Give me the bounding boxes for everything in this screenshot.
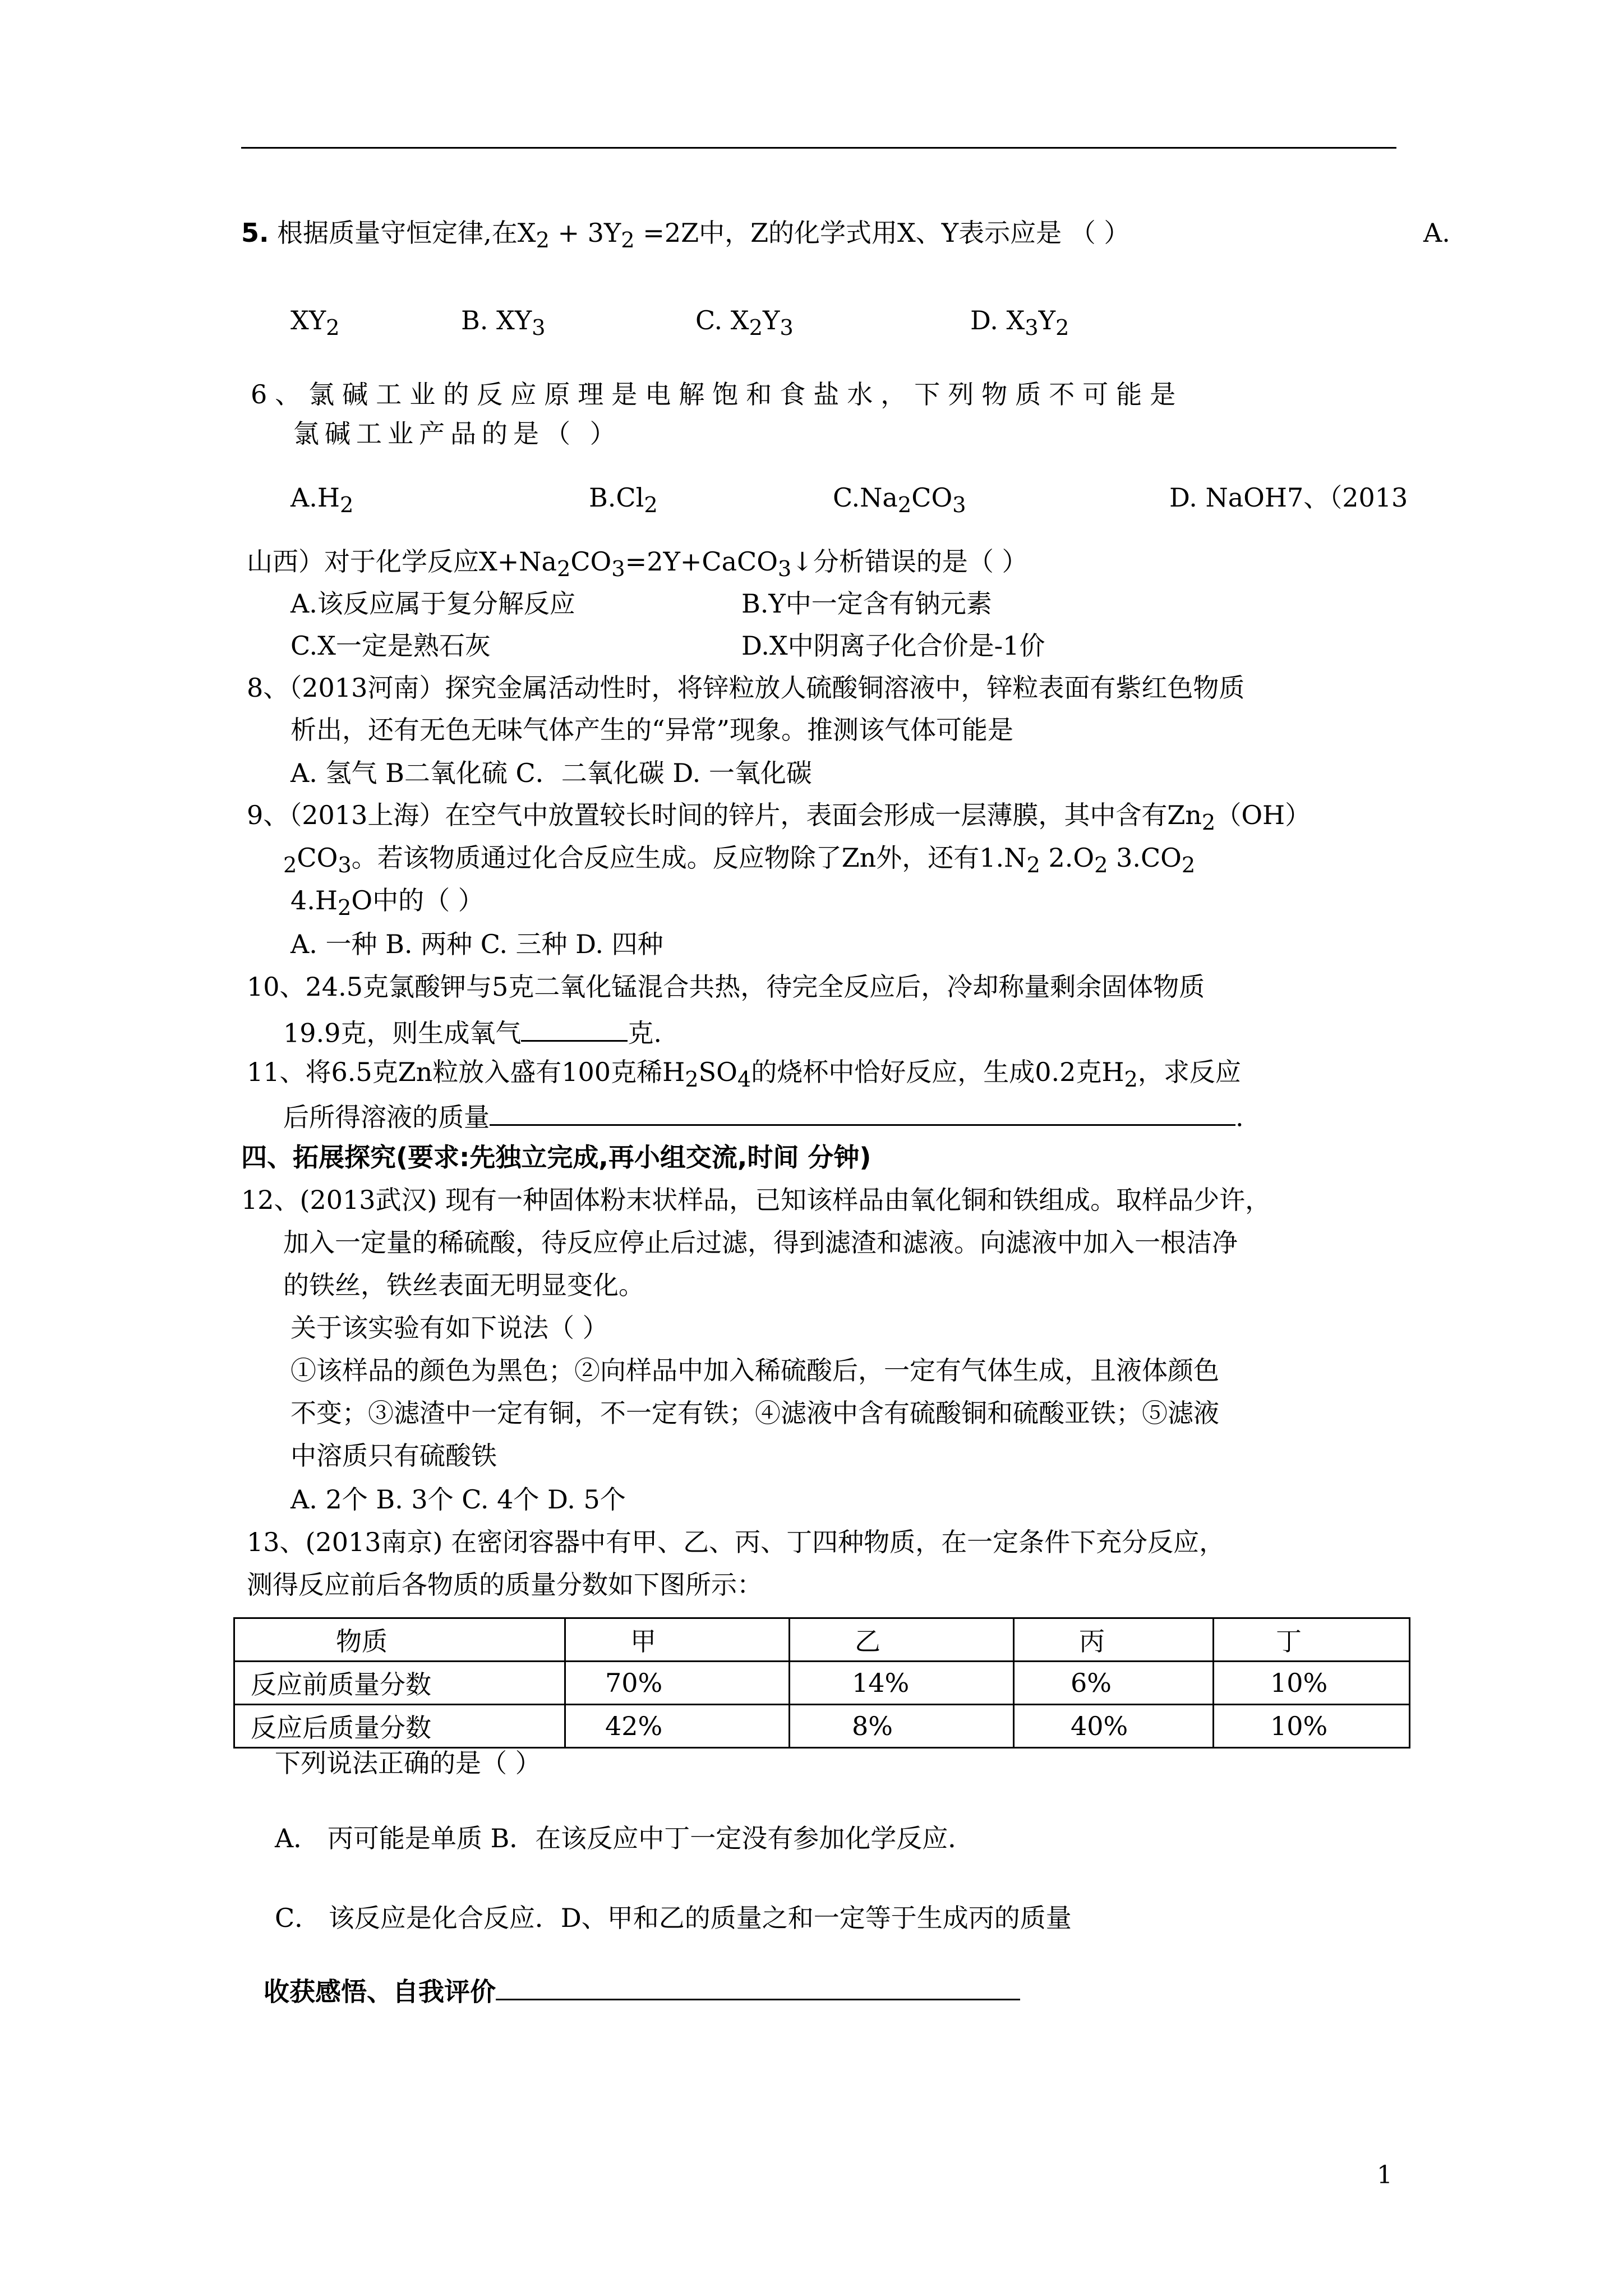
q7-option-a: A.该反应属于复分解反应 xyxy=(291,588,575,619)
table-header-cell: 物质 xyxy=(234,1618,565,1662)
q12-line1: 12、(2013武汉) 现有一种固体粉末状样品，已知该样品由氧化铜和铁组成。取样品少许， xyxy=(241,1185,1271,1215)
reflection-label: 收获感悟、自我评价 xyxy=(264,1976,1020,2004)
table-cell: 反应后质量分数 xyxy=(234,1705,565,1748)
q6-line2: 氯碱工业产品的是（ ） xyxy=(293,418,621,449)
table-header-row xyxy=(234,1618,1410,1662)
q13-options-cd: C． 该反应是化合反应．D、甲和乙的质量之和一定等于生成丙的质量 xyxy=(275,1903,1072,1933)
q9-options: A. 一种 B. 两种 C. 三种 D. 四种 xyxy=(291,929,663,959)
q13-after-table: 下列说法正确的是（ ） xyxy=(275,1748,541,1778)
mass-fraction-table xyxy=(233,1617,1410,1749)
q10-line1: 10、24.5克氯酸钾与5克二氧化锰混合共热，待完全反应后，冷却称量剩余固体物质 xyxy=(247,972,1205,1002)
q9-line3: $4.H_2O$中的（ ） xyxy=(291,885,484,921)
table-cell: 70% xyxy=(565,1662,790,1705)
q5-stem: 5. 根据质量守恒定律,在$X_2 + 3Y_2 =2Z$中，Z的化学式用X、Y表示应是 （ ） xyxy=(241,218,1130,254)
table-cell: 反应前质量分数 xyxy=(234,1662,565,1705)
table-cell: 40% xyxy=(1014,1705,1214,1748)
q10-answer-blank[interactable] xyxy=(521,1017,628,1042)
q9-line1: 9、（2013上海）在空气中放置较长时间的锌片，表面会形成一层薄膜，其中含有$Zn_2(OH)$ xyxy=(247,800,1311,836)
q8-line1: 8、（2013河南）探究金属活动性时，将锌粒放人硫酸铜溶液中，锌粒表面有紫红色物质 xyxy=(247,673,1245,703)
q5-option-d: D. $X_3Y_2$ xyxy=(970,305,1069,341)
q5-option-a-label: A. xyxy=(1423,218,1450,248)
table-cell: 10% xyxy=(1214,1662,1410,1705)
q9-line2: $_2CO_3$。若该物质通过化合反应生成。反应物除了Zn外，还有$1.N_2$ $2.O_2$ $3.CO_2$ xyxy=(283,843,1196,878)
q13-line2: 测得反应前后各物质的质量分数如下图所示： xyxy=(247,1570,763,1600)
q7-option-b: B.Y中一定含有钠元素 xyxy=(741,588,992,619)
q12-line3: 的铁丝，铁丝表面无明显变化。 xyxy=(283,1270,644,1300)
q12-options: A. 2个 B. 3个 C. 4个 D. 5个 xyxy=(291,1484,626,1515)
q11-answer-blank[interactable] xyxy=(490,1101,1235,1126)
q7-stem: 山西）对于化学反应$X+Na_2CO_3=2Y+CaCO_3↓$分析错误的是（ ） xyxy=(247,546,1028,582)
q11-line1: 11、将6.5克Zn粒放入盛有100克稀$H_2SO_4$的烧杯中恰好反应，生成0.2克$H_2$，求反应 xyxy=(247,1057,1241,1093)
table-cell: 8% xyxy=(790,1705,1014,1748)
q6-option-d: D. NaOH7、（2013 xyxy=(1169,482,1408,513)
table-header-cell: 乙 xyxy=(790,1618,1014,1662)
table-cell: 10% xyxy=(1214,1705,1410,1748)
q13-line1: 13、(2013南京) 在密闭容器中有甲、乙、丙、丁四种物质，在一定条件下充分反应， xyxy=(247,1527,1225,1557)
q7-option-c: C.X一定是熟石灰 xyxy=(291,631,491,661)
q6-option-b: $B.Cl_2$ xyxy=(589,482,658,518)
table-cell: 6% xyxy=(1014,1662,1214,1705)
q6-line1: 6、氯碱工业的反应原理是电解饱和食盐水，下列物质不可能是 xyxy=(251,379,1184,409)
table-header-cell: 丁 xyxy=(1214,1618,1410,1662)
q12-line4: 关于该实验有如下说法（ ） xyxy=(291,1313,608,1343)
q8-options: A. 氢气 B二氧化硫 C．二氧化碳 D. 一氧化碳 xyxy=(291,758,812,788)
q6-option-a: $A.H_2$ xyxy=(291,482,354,518)
section4-title: 四、拓展探究(要求:先独立完成,再小组交流,时间 分钟) xyxy=(241,1142,872,1172)
page-number: 1 xyxy=(1377,2161,1393,2189)
table-cell: 14% xyxy=(790,1662,1014,1705)
q8-line2: 析出，还有无色无味气体产生的“异常”现象。推测该气体可能是 xyxy=(291,715,1014,745)
reflection-blank[interactable] xyxy=(496,1976,1020,2000)
q6-option-c: $C.Na_2CO_3$ xyxy=(833,482,966,518)
header-rule xyxy=(241,147,1396,149)
table-row xyxy=(234,1662,1410,1705)
q11-line2: 后所得溶液的质量 . xyxy=(283,1102,1244,1133)
q12-line7: 中溶质只有硫酸铁 xyxy=(291,1441,497,1471)
q13-options-ab: A． 丙可能是单质 B．在该反应中丁一定没有参加化学反应． xyxy=(275,1823,974,1853)
q12-line5: ①该样品的颜色为黑色；②向样品中加入稀硫酸后，一定有气体生成，且液体颜色 xyxy=(291,1355,1219,1386)
table-row xyxy=(234,1705,1410,1748)
q5-option-a: $XY_2$ xyxy=(291,305,340,341)
q12-line6: 不变；③滤渣中一定有铜，不一定有铁；④滤液中含有硫酸铜和硫酸亚铁；⑤滤液 xyxy=(291,1398,1219,1428)
q5-option-b: B. $XY_3$ xyxy=(461,305,546,341)
q10-line2: 19.9克，则生成氧气 克. xyxy=(283,1018,662,1048)
q7-option-d: D.X中阴离子化合价是-1价 xyxy=(741,631,1045,661)
table-header-cell: 丙 xyxy=(1014,1618,1214,1662)
table-header-cell: 甲 xyxy=(565,1618,790,1662)
table-cell: 42% xyxy=(565,1705,790,1748)
q12-line2: 加入一定量的稀硫酸，待反应停止后过滤，得到滤渣和滤液。向滤液中加入一根洁净 xyxy=(283,1227,1238,1258)
q5-option-c: C. $X_2Y_3$ xyxy=(695,305,794,341)
